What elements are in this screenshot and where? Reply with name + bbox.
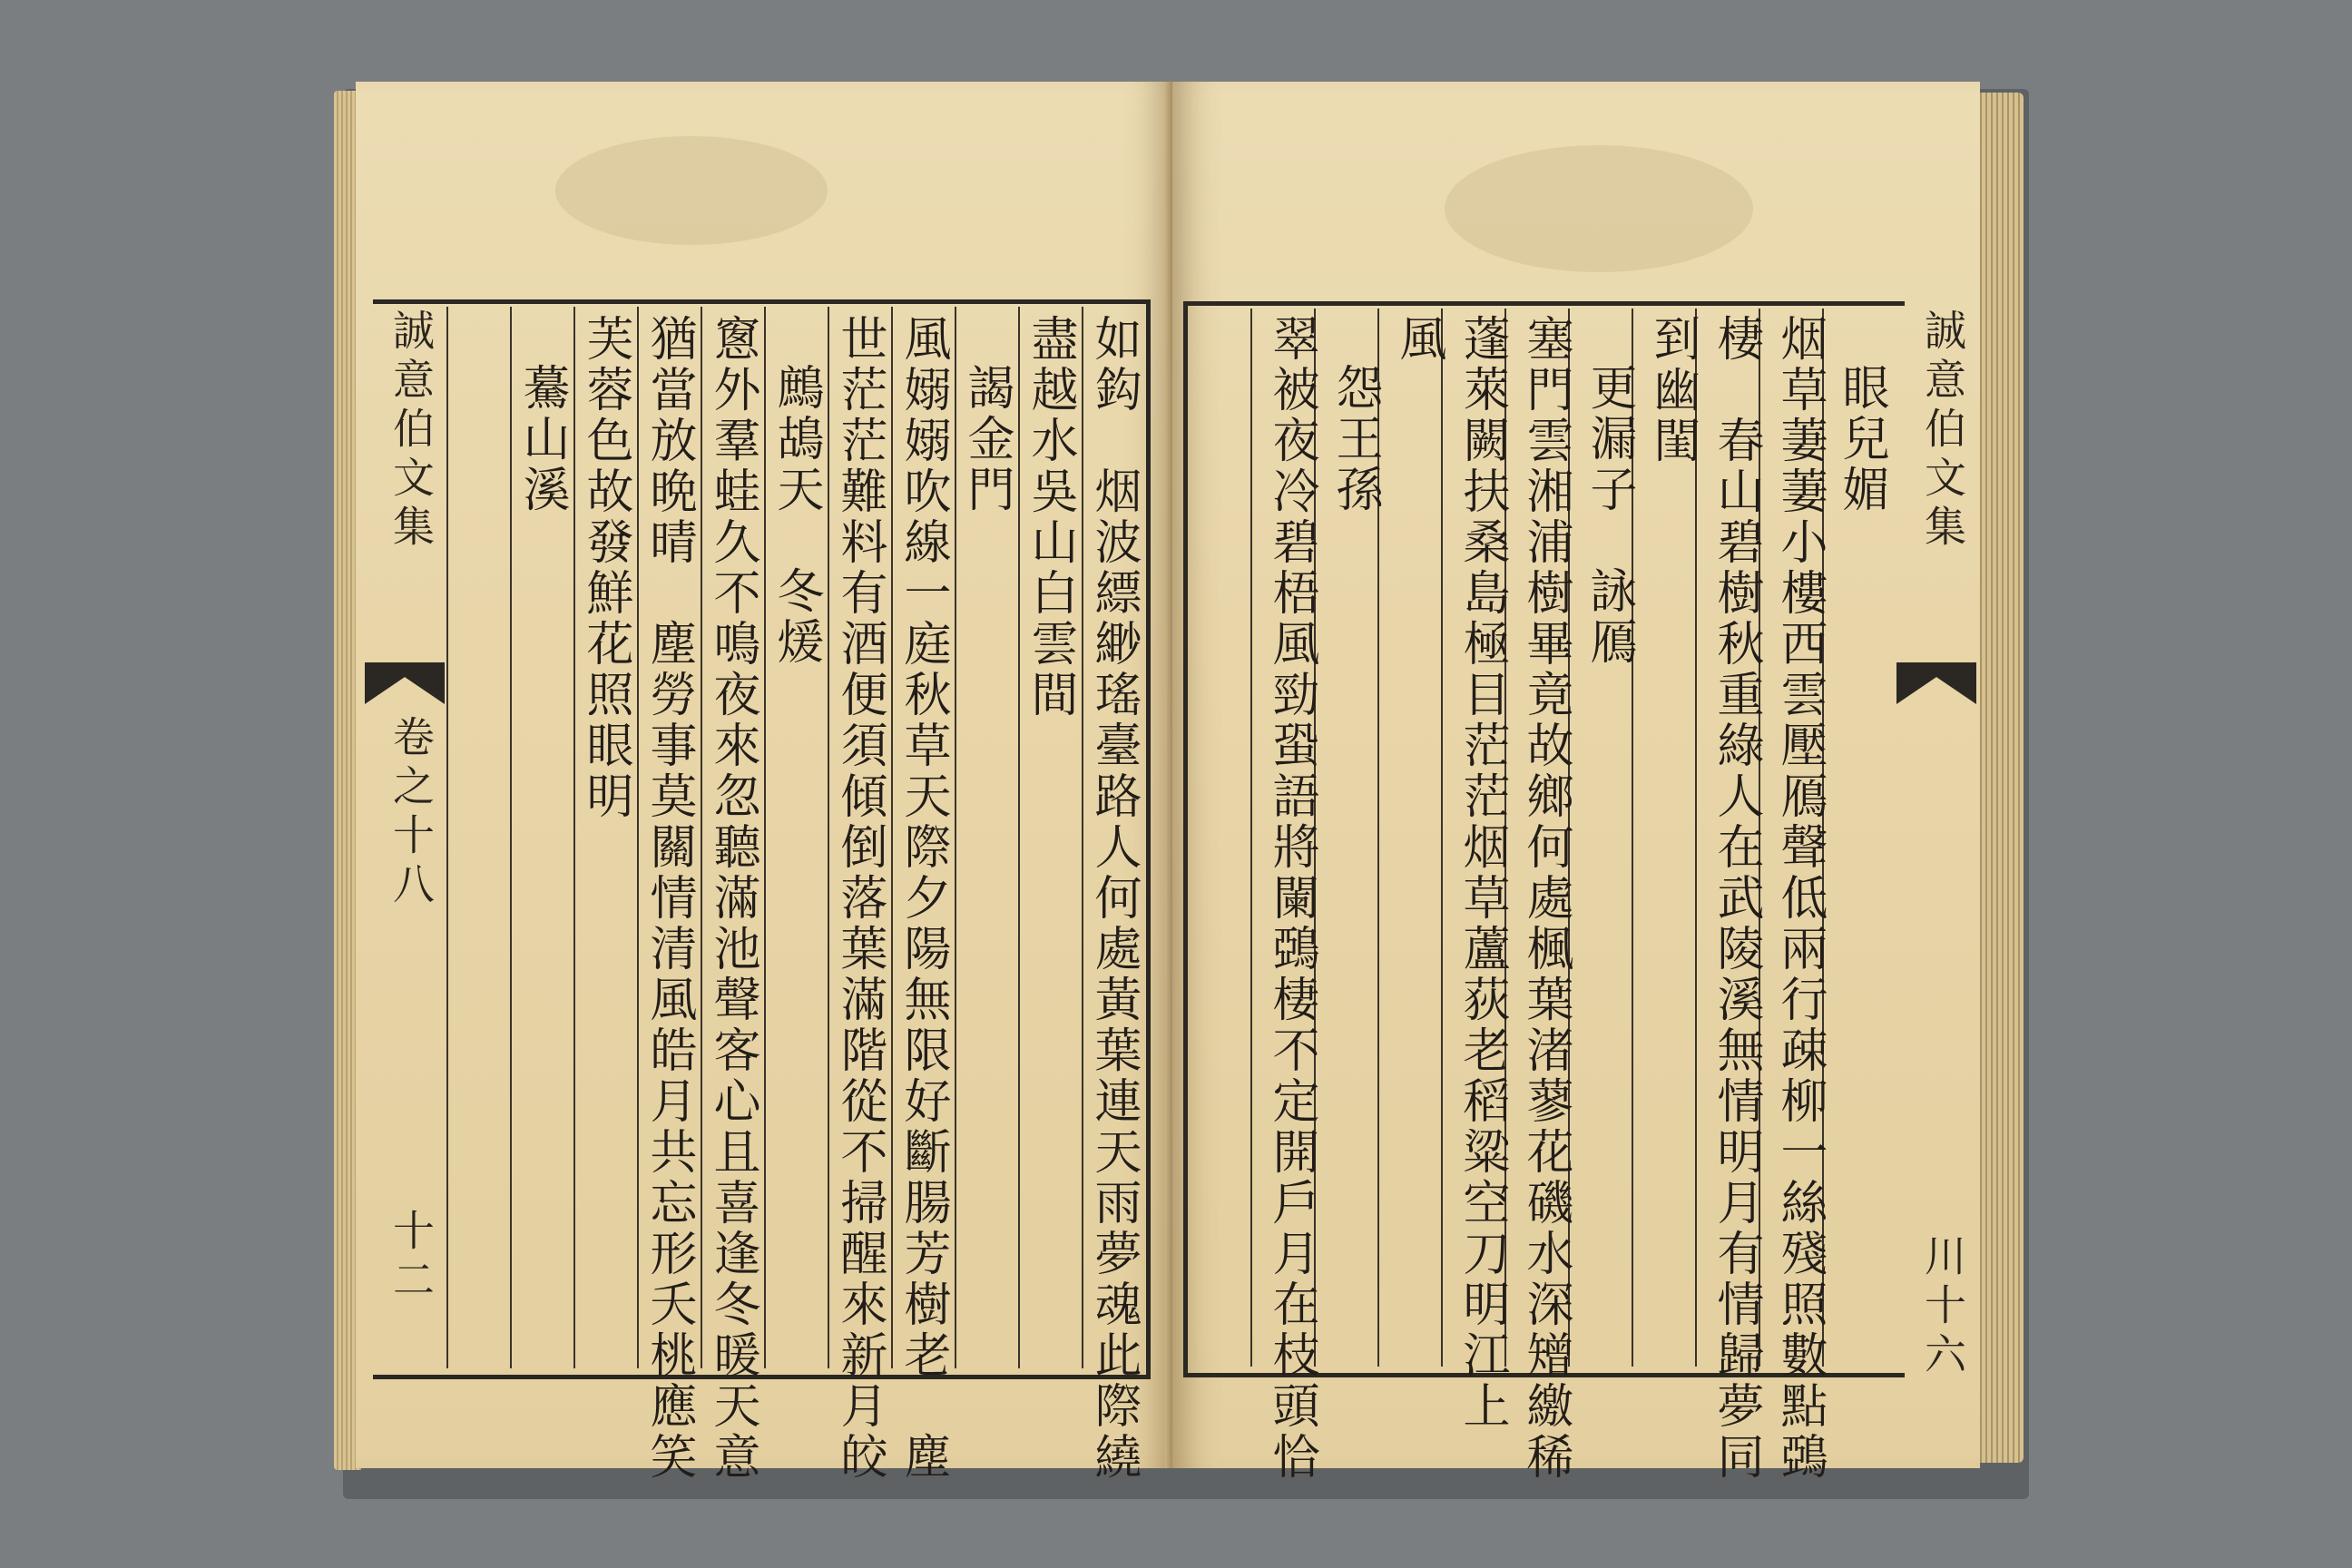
column-text: 謁金門 — [959, 363, 1014, 515]
fishtail-mark — [1896, 662, 1976, 704]
text-column — [1583, 363, 1635, 668]
text-column — [1024, 314, 1076, 720]
column-text: 翠被夜冷碧梧風勁蛩語將闌鵶棲不定開戶月在枝頭恰 — [1264, 314, 1318, 1483]
column-rule — [764, 307, 766, 1368]
column-rule — [637, 307, 639, 1368]
column-text: 塞門雲湘浦樹畢竟故鄉何處楓葉渚蓼花磯水深矰繳稀 — [1518, 314, 1573, 1483]
text-column — [960, 363, 1013, 515]
text-column — [706, 314, 759, 1483]
column-text: 更漏子 詠鴈 — [1582, 363, 1636, 668]
column-text: 眼兒媚 — [1834, 363, 1888, 515]
page-edges-right — [1976, 93, 2024, 1463]
text-column — [897, 314, 949, 1483]
folio-number: 十二 — [387, 1209, 436, 1307]
text-column — [1265, 314, 1318, 1483]
text-column — [1773, 314, 1826, 1483]
text-column — [833, 314, 886, 1483]
paper-stain — [1445, 145, 1753, 272]
column-text: 到幽閨 — [1645, 314, 1700, 466]
column-text: 如鈎 烟波縹緲瑤臺路人何處黃葉連天雨夢魂此際繞 — [1086, 314, 1141, 1483]
collection-title: 誠意伯文集 — [1918, 309, 1967, 554]
collection-title: 誠意伯文集 — [387, 309, 436, 554]
column-text: 盡越水吳山白雲間 — [1023, 314, 1077, 720]
text-column — [1087, 314, 1140, 1483]
text-column — [1455, 314, 1508, 1432]
text-column — [1646, 314, 1699, 466]
column-text: 窻外羣蛙久不鳴夜來忽聽滿池聲客心且喜逢冬暖天意 — [705, 314, 760, 1483]
column-rule — [891, 307, 893, 1368]
column-rule — [573, 307, 575, 1368]
column-text: 風嫋嫋吹線一庭秋草天際夕陽無限好斷腸芳樹老 塵 — [896, 314, 950, 1483]
column-rule — [828, 307, 829, 1368]
text-column — [1835, 363, 1887, 515]
column-rule — [955, 307, 956, 1368]
column-text: 鷓鴣天 冬煖 — [769, 363, 823, 668]
text-column — [1392, 314, 1445, 365]
column-text: 驀山溪 — [514, 363, 569, 515]
column-rule — [701, 307, 702, 1368]
column-rule — [510, 307, 512, 1368]
open-book — [334, 71, 2024, 1486]
right-page — [1172, 82, 1980, 1483]
column-text: 風 — [1391, 314, 1446, 365]
column-rule — [1082, 307, 1083, 1368]
left-page-edge-strip — [365, 309, 445, 1459]
text-column — [1519, 314, 1572, 1483]
column-rule — [1250, 309, 1252, 1367]
column-text: 芙蓉色故發鮮花照眼明 — [578, 314, 632, 822]
column-text: 棲 春山碧樹秋重綠人在武陵溪無情明月有情歸夢同 — [1709, 314, 1763, 1483]
column-rule — [1018, 307, 1020, 1368]
text-column — [515, 363, 568, 515]
right-page-edge-strip — [1896, 309, 1976, 1459]
text-column — [642, 314, 695, 1483]
column-rule — [1441, 309, 1443, 1367]
volume-label: 卷之十八 — [387, 715, 436, 911]
text-column — [579, 314, 632, 822]
column-text: 世茫茫難料有酒便須傾倒落葉滿階從不掃醒來新月皎 — [832, 314, 887, 1483]
column-rule — [446, 307, 448, 1368]
text-column — [769, 363, 822, 668]
left-page — [356, 82, 1172, 1483]
paper-stain — [555, 136, 828, 245]
edge-fragment: 川十六 — [1918, 1234, 1967, 1381]
text-column — [1328, 363, 1381, 515]
text-column — [1710, 314, 1762, 1483]
column-rule — [1695, 309, 1697, 1367]
column-text: 蓬萊闕扶桑島極目茫茫烟草蘆荻老稻粱空刀明江上 — [1455, 314, 1509, 1432]
column-text: 烟草萋萋小樓西雲壓鴈聲低兩行疎柳一絲殘照數點鵶 — [1772, 314, 1827, 1483]
column-text: 猶當放晩晴 塵勞事莫關情清風皓月共忘形夭桃應笑 — [642, 314, 696, 1483]
fishtail-mark — [365, 662, 445, 704]
column-text: 怨王孫 — [1328, 363, 1382, 515]
